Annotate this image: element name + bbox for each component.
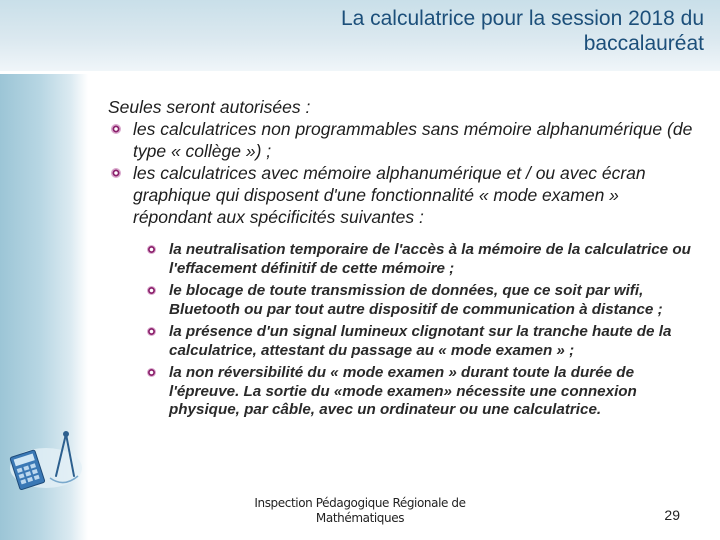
bullet-icon (147, 368, 156, 377)
bullet-icon (147, 245, 156, 254)
intro-text: Seules seront autorisées : (108, 97, 311, 117)
calculator-compass-logo-icon (6, 428, 86, 492)
sub-bullet-text: la présence d'un signal lumineux clignotant sur la tranche haute de la calculatrice, attestant du passage au « mode examen » ; (169, 323, 672, 359)
footer-line-1: Inspection Pédagogique Régionale de (254, 496, 466, 510)
slide-title (184, 6, 704, 56)
slide-title-line-1: La calculatrice pour la session 2018 du (340, 7, 704, 30)
page-number: 29 (664, 507, 680, 523)
bullet-icon (111, 168, 121, 178)
bullet-text: les calculatrices non programmables sans mémoire alphanumérique (de type « collège ») ; (133, 119, 693, 161)
bullet-icon (147, 327, 156, 336)
sub-bullet-text: la neutralisation temporaire de l'accès à la mémoire de la calculatrice ou l'effacement définitif de cette mémoire ; (169, 241, 691, 277)
sub-bullet-text: le blocage de toute transmission de données, que ce soit par wifi, Bluetooth ou par tout autre dispositif de communication à distance ; (169, 282, 663, 318)
slide-content (108, 96, 698, 424)
slide-title-line-2: baccalauréat (583, 32, 704, 55)
bullet-item (108, 118, 698, 162)
bullet-item (108, 162, 698, 228)
main-bullet-list (108, 118, 698, 228)
sub-bullet-item (144, 282, 698, 319)
sub-bullet-list (144, 241, 698, 420)
sub-bullet-text: la non réversibilité du « mode examen » durant toute la durée de l'épreuve. La sortie du «mode examen» nécessite une connexion physique, par câble, avec un ordinateur ou une calculatrice. (169, 364, 637, 418)
footer (240, 496, 480, 526)
bullet-text: les calculatrices avec mémoire alphanumérique et / ou avec écran graphique qui disposent d'une fonctionnalité « mode examen » répondant aux spécificités suivantes : (133, 163, 646, 227)
footer-line-2: Mathématiques (315, 511, 405, 525)
sub-bullet-item (144, 364, 698, 420)
sub-bullet-item (144, 323, 698, 360)
bullet-icon (111, 124, 121, 134)
sub-bullet-item (144, 241, 698, 278)
bullet-icon (147, 286, 156, 295)
